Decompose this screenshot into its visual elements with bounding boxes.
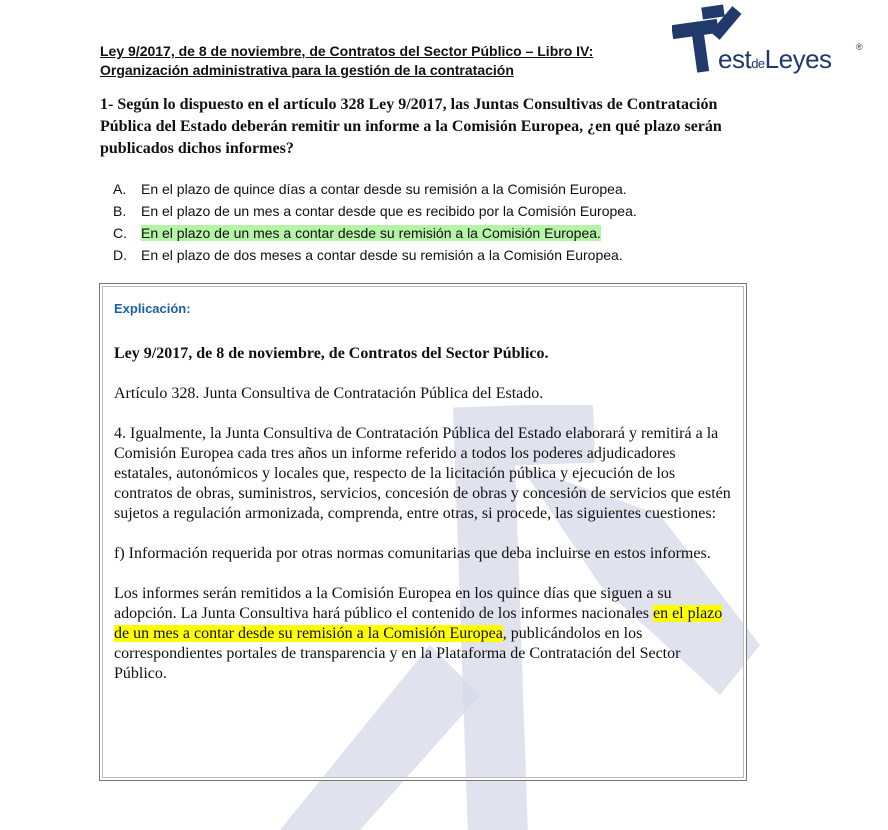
logo-text-end: Leyes [764,44,832,74]
final-text-before: Los informes serán remitidos a la Comisión Europea en los quince días que siguen a su adopción. La Junta Consultiva hará público el contenido de los informes nacionales [114,585,672,622]
option-letter: C. [113,225,127,241]
explanation-box [99,283,747,781]
explanation-body [114,344,734,704]
law-title: Ley 9/2017, de 8 de noviembre, de Contratos del Sector Público. [114,345,549,362]
option-a [113,178,637,200]
registered-mark: ® [856,42,863,52]
testdeleyes-logo [672,4,872,74]
option-d [113,244,637,266]
final-text-after: , publicándolos en los correspondientes portales de transparencia y en la Plataforma de Contratación del Sector Público. [114,625,681,682]
answer-options [113,178,637,266]
option-letter: A. [113,181,127,197]
document-header [100,42,593,80]
highlighted-answer: en el plazo de un mes a contar desde su remisión a la Comisión Europea [114,605,723,642]
question-text: 1- Según lo dispuesto en el artículo 328 Ley 9/2017, las Juntas Consultivas de Contratación Pública del Estado deberán remitir un informe a la Comisión Europea, ¿en qué plazo serán publicados dichos informes? [100,96,722,157]
header-line-2: Organización administrativa para la gestión de la contratación [100,62,514,78]
option-text: En el plazo de dos meses a contar desde su remisión a la Comisión Europea. [141,247,623,263]
logo-wordmark [718,44,832,75]
final-paragraph [114,584,734,684]
option-letter: B. [113,203,127,219]
option-text: En el plazo de un mes a contar desde que es recibido por la Comisión Europea. [141,203,637,219]
option-text: En el plazo de quince días a contar desde su remisión a la Comisión Europea. [141,181,627,197]
option-text: En el plazo de un mes a contar desde su remisión a la Comisión Europea. [141,225,601,241]
option-b [113,200,637,222]
option-letter: D. [113,247,127,263]
paragraph-f: f) Información requerida por otras normas comunitarias que deba incluirse en estos informes. [114,545,711,562]
explanation-label: Explicación: [114,301,191,316]
option-c-correct [113,222,637,244]
logo-text-main: est [718,44,752,74]
header-line-1: Ley 9/2017, de 8 de noviembre, de Contratos del Sector Público – Libro IV: [100,43,594,59]
logo-text-small: de [751,56,765,71]
article-title: Artículo 328. Junta Consultiva de Contratación Pública del Estado. [114,385,544,402]
paragraph-4: 4. Igualmente, la Junta Consultiva de Contratación Pública del Estado elaborará y remitirá a la Comisión Europea cada tres años un informe referido a todos los poderes adjudicadores estatales, autonómicos y locales que, respecto de la licitación pública y ejecución de los contratos de obras, suministros, servicios, concesión de obras y concesión de servicios que estén sujetos a regulación armonizada, comprenda, entre otras, si procede, las siguientes cuestiones: [114,425,731,522]
